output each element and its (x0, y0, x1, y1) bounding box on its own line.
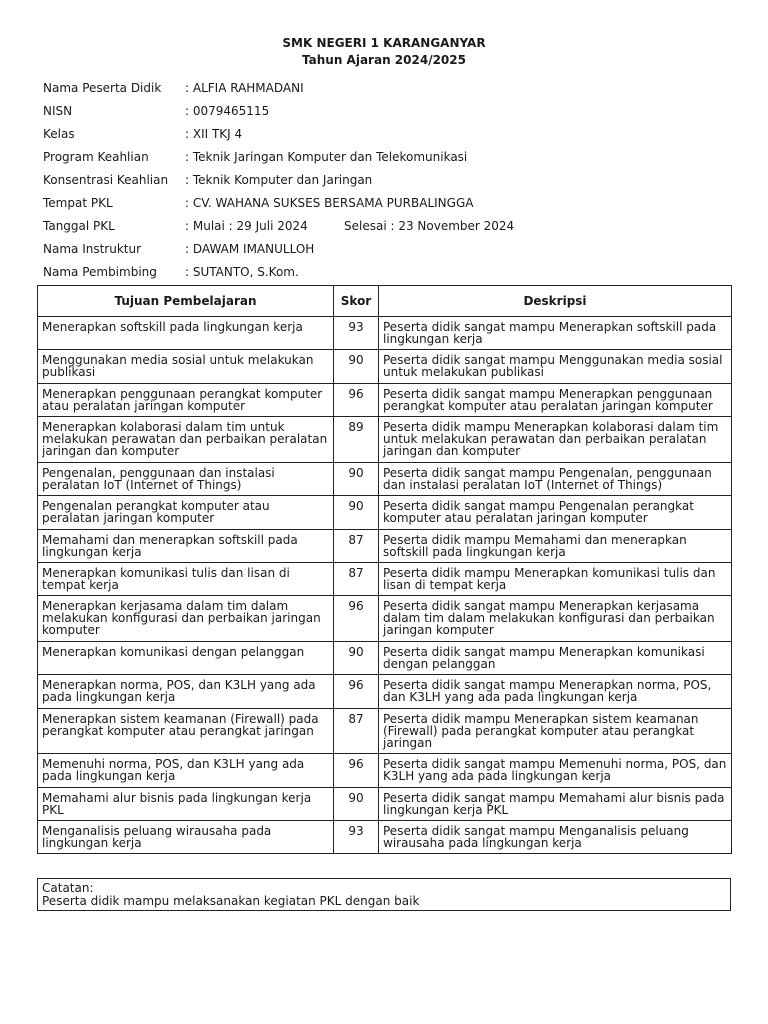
info-row-name (43, 80, 733, 103)
score-cell: 96 (334, 754, 379, 788)
description-cell: Peserta didik mampu Menerapkan sistem keamanan (Firewall) pada perangkat komputer atau perangkat jaringan (379, 709, 732, 754)
info-label: NISN (43, 104, 73, 118)
table-row (38, 417, 732, 463)
info-row-class (43, 126, 733, 149)
goal-cell: Menerapkan komunikasi dengan pelanggan (38, 642, 334, 675)
description-cell: Peserta didik sangat mampu Menerapkan softskill pada lingkungan kerja (379, 317, 732, 350)
notes-text: Peserta didik mampu melaksanakan kegiatan PKL dengan baik (42, 894, 420, 908)
student-info (43, 80, 733, 287)
goal-cell: Pengenalan perangkat komputer atau peralatan jaringan komputer (38, 496, 334, 530)
table-row (38, 675, 732, 709)
description-cell: Peserta didik sangat mampu Menerapkan kerjasama dalam tim dalam melakukan konfigurasi dan perbaikan jaringan komputer (379, 596, 732, 642)
goal-cell: Menerapkan kerjasama dalam tim dalam melakukan konfigurasi dan perbaikan jaringan komputer (38, 596, 334, 642)
description-cell: Peserta didik sangat mampu Memahami alur bisnis pada lingkungan kerja PKL (379, 788, 732, 821)
table-row (38, 754, 732, 788)
info-label: Tanggal PKL (43, 219, 115, 233)
score-cell: 87 (334, 563, 379, 596)
info-value: : XII TKJ 4 (185, 127, 243, 141)
goal-cell: Menerapkan komunikasi tulis dan lisan di tempat kerja (38, 563, 334, 596)
table-row (38, 563, 732, 596)
grades-table (37, 285, 732, 854)
score-cell: 96 (334, 675, 379, 709)
goal-cell: Pengenalan, penggunaan dan instalasi peralatan IoT (Internet of Things) (38, 463, 334, 496)
info-value: : Mulai : 29 Juli 2024 (185, 219, 308, 233)
info-value: : Teknik Jaringan Komputer dan Telekomunikasi (185, 150, 468, 164)
goal-cell: Menerapkan penggunaan perangkat komputer atau peralatan jaringan komputer (38, 384, 334, 417)
score-cell: 96 (334, 384, 379, 417)
score-cell: 90 (334, 350, 379, 384)
info-row-concentration (43, 172, 733, 195)
goal-cell: Memahami dan menerapkan softskill pada lingkungan kerja (38, 530, 334, 563)
notes-box (37, 878, 731, 911)
goal-cell: Memahami alur bisnis pada lingkungan kerja PKL (38, 788, 334, 821)
info-row-date (43, 218, 733, 241)
notes-title: Catatan: (42, 881, 94, 895)
goal-cell: Menerapkan norma, POS, dan K3LH yang ada pada lingkungan kerja (38, 675, 334, 709)
score-cell: 93 (334, 821, 379, 854)
description-cell: Peserta didik sangat mampu Menerapkan norma, POS, dan K3LH yang ada pada lingkungan kerja (379, 675, 732, 709)
description-cell: Peserta didik sangat mampu Menerapkan penggunaan perangkat komputer atau peralatan jaringan komputer (379, 384, 732, 417)
goal-cell: Menggunakan media sosial untuk melakukan publikasi (38, 350, 334, 384)
score-cell: 87 (334, 530, 379, 563)
info-value: : CV. WAHANA SUKSES BERSAMA PURBALINGGA (185, 196, 474, 210)
score-cell: 93 (334, 317, 379, 350)
goal-cell: Menerapkan softskill pada lingkungan kerja (38, 317, 334, 350)
table-row (38, 350, 732, 384)
goal-cell: Menganalisis peluang wirausaha pada lingkungan kerja (38, 821, 334, 854)
description-cell: Peserta didik sangat mampu Menerapkan komunikasi dengan pelanggan (379, 642, 732, 675)
description-cell: Peserta didik mampu Menerapkan komunikasi tulis dan lisan di tempat kerja (379, 563, 732, 596)
description-cell: Peserta didik sangat mampu Memenuhi norma, POS, dan K3LH yang ada pada lingkungan kerja (379, 754, 732, 788)
end-date: Selesai : 23 November 2024 (344, 219, 515, 233)
info-value: : ALFIA RAHMADANI (185, 81, 304, 95)
document-header (0, 35, 768, 69)
school-name: SMK NEGERI 1 KARANGANYAR (282, 36, 486, 50)
table-row (38, 788, 732, 821)
info-label: Nama Instruktur (43, 242, 142, 256)
score-cell: 96 (334, 596, 379, 642)
table-row (38, 463, 732, 496)
info-label: Nama Peserta Didik (43, 81, 162, 95)
table-row (38, 821, 732, 854)
info-label: Kelas (43, 127, 75, 141)
description-cell: Peserta didik mampu Menerapkan kolaborasi dalam tim untuk melakukan perawatan dan perbaikan peralatan jaringan dan komputer (379, 417, 732, 463)
description-cell: Peserta didik sangat mampu Pengenalan perangkat komputer atau peralatan jaringan komputer (379, 496, 732, 530)
table-row (38, 642, 732, 675)
header-goal: Tujuan Pembelajaran (38, 286, 334, 317)
description-cell: Peserta didik sangat mampu Pengenalan, penggunaan dan instalasi peralatan IoT (Internet of Things) (379, 463, 732, 496)
info-value: : SUTANTO, S.Kom. (185, 265, 299, 279)
table-row (38, 596, 732, 642)
table-row (38, 709, 732, 754)
table-row (38, 317, 732, 350)
info-value: : Teknik Komputer dan Jaringan (185, 173, 373, 187)
info-label: Program Keahlian (43, 150, 149, 164)
score-cell: 89 (334, 417, 379, 463)
table-row (38, 496, 732, 530)
table-header-row (38, 286, 732, 317)
info-row-instructor (43, 241, 733, 264)
description-cell: Peserta didik sangat mampu Menggunakan media sosial untuk melakukan publikasi (379, 350, 732, 384)
info-row-program (43, 149, 733, 172)
info-value: : DAWAM IMANULLOH (185, 242, 315, 256)
info-label: Nama Pembimbing (43, 265, 157, 279)
info-value: : 0079465115 (185, 104, 270, 118)
score-cell: 90 (334, 788, 379, 821)
table-row (38, 530, 732, 563)
goal-cell: Memenuhi norma, POS, dan K3LH yang ada pada lingkungan kerja (38, 754, 334, 788)
score-cell: 90 (334, 642, 379, 675)
info-row-supervisor (43, 264, 733, 287)
table-row (38, 384, 732, 417)
description-cell: Peserta didik mampu Memahami dan menerapkan softskill pada lingkungan kerja (379, 530, 732, 563)
score-cell: 90 (334, 463, 379, 496)
description-cell: Peserta didik sangat mampu Menganalisis peluang wirausaha pada lingkungan kerja (379, 821, 732, 854)
info-label: Tempat PKL (43, 196, 113, 210)
goal-cell: Menerapkan kolaborasi dalam tim untuk melakukan perawatan dan perbaikan peralatan jaringan dan komputer (38, 417, 334, 463)
goal-cell: Menerapkan sistem keamanan (Firewall) pada perangkat komputer atau perangkat jaringan (38, 709, 334, 754)
score-cell: 87 (334, 709, 379, 754)
header-score: Skor (334, 286, 379, 317)
info-label: Konsentrasi Keahlian (43, 173, 169, 187)
info-row-nisn (43, 103, 733, 126)
info-row-place (43, 195, 733, 218)
academic-year: Tahun Ajaran 2024/2025 (302, 53, 466, 67)
header-description: Deskripsi (379, 286, 732, 317)
score-cell: 90 (334, 496, 379, 530)
